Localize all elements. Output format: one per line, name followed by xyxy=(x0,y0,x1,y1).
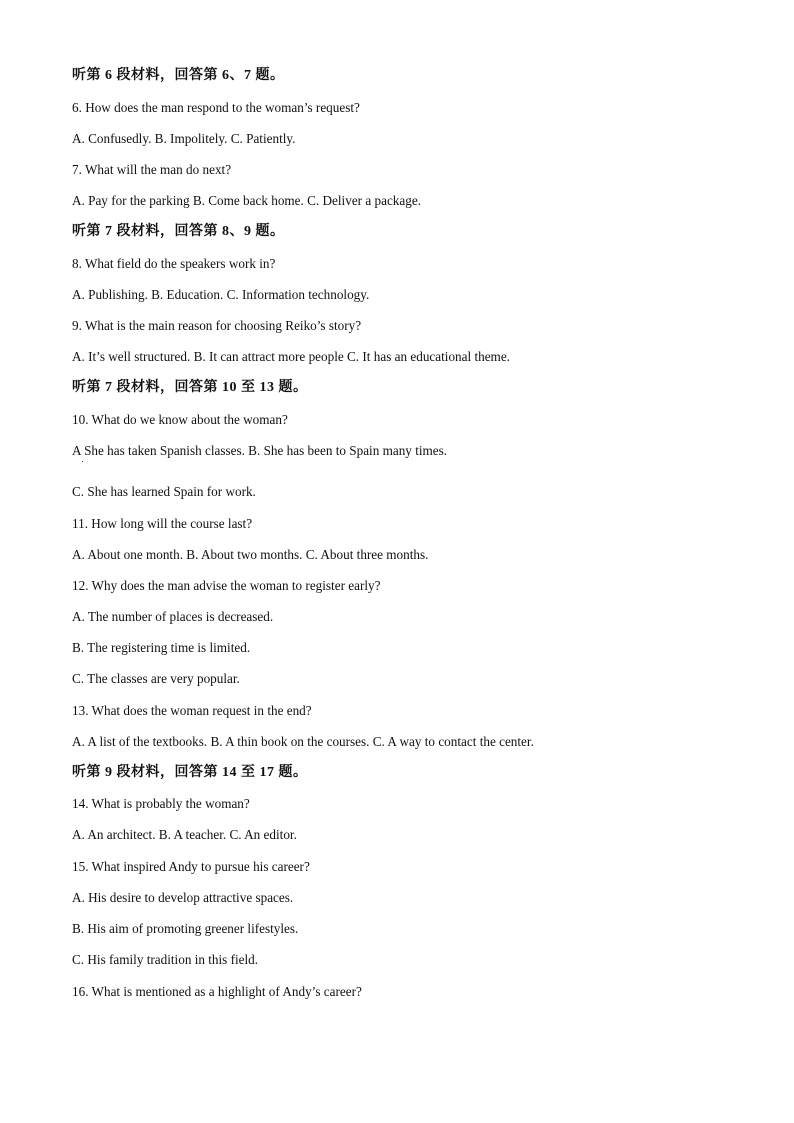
option-12-c: C. The classes are very popular. xyxy=(72,671,240,686)
question-8: 8. What field do the speakers work in? xyxy=(72,256,276,271)
options-6: A. Confusedly. B. Impolitely. C. Patiently. xyxy=(72,131,296,146)
section-header: 听第 6 段材料，回答第 6、7 题。 xyxy=(72,68,285,83)
section-header: 听第 7 段材料，回答第 10 至 13 题。 xyxy=(72,380,308,395)
options-14: A. An architect. B. A teacher. C. An editor. xyxy=(72,827,297,842)
section-header: 听第 7 段材料，回答第 8、9 题。 xyxy=(72,224,285,239)
option-12-a: A. The number of places is decreased. xyxy=(72,609,274,624)
question-9: 9. What is the main reason for choosing Reiko’s story? xyxy=(72,318,362,333)
question-14: 14. What is probably the woman? xyxy=(72,796,250,811)
options-7: A. Pay for the parking B. Come back home. C. Deliver a package. xyxy=(72,193,421,208)
options-10-c: C. She has learned Spain for work. xyxy=(72,484,256,499)
options-8: A. Publishing. B. Education. C. Information technology. xyxy=(72,287,370,302)
options-9: A. It’s well structured. B. It can attract more people C. It has an educational theme. xyxy=(72,349,510,364)
question-7: 7. What will the man do next? xyxy=(72,162,232,177)
question-6: 6. How does the man respond to the woman’s request? xyxy=(72,100,360,115)
options-10-ab: A She has taken Spanish classes. B. She has been to Spain many times. xyxy=(72,443,448,458)
options-11: A. About one month. B. About two months. C. About three months. xyxy=(72,547,429,562)
options-13: A. A list of the textbooks. B. A thin book on the courses. C. A way to contact the center. xyxy=(72,734,534,749)
section-header: 听第 9 段材料，回答第 14 至 17 题。 xyxy=(72,765,308,780)
question-12: 12. Why does the man advise the woman to register early? xyxy=(72,578,381,593)
stray-dot xyxy=(82,461,83,462)
option-15-c: C. His family tradition in this field. xyxy=(72,952,259,967)
option-15-b: B. His aim of promoting greener lifestyles. xyxy=(72,921,299,936)
question-10: 10. What do we know about the woman? xyxy=(72,412,288,427)
question-16: 16. What is mentioned as a highlight of Andy’s career? xyxy=(72,984,362,999)
question-13: 13. What does the woman request in the end? xyxy=(72,703,312,718)
question-11: 11. How long will the course last? xyxy=(72,516,253,531)
option-12-b: B. The registering time is limited. xyxy=(72,640,251,655)
question-15: 15. What inspired Andy to pursue his career? xyxy=(72,859,310,874)
option-15-a: A. His desire to develop attractive spaces. xyxy=(72,890,294,905)
